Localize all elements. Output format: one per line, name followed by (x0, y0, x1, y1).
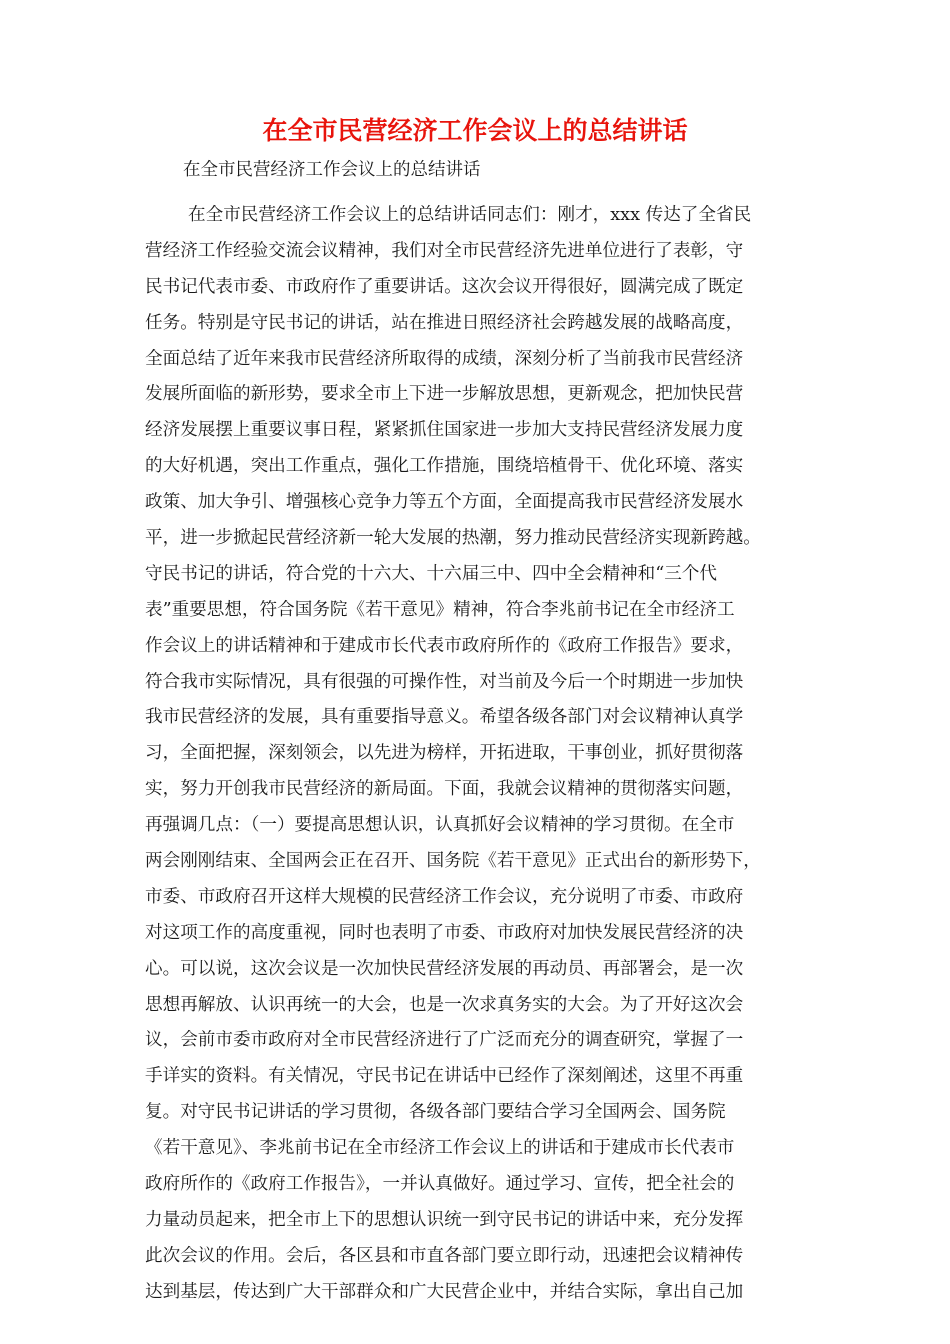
body-line: 表”重要思想，符合国务院《若干意见》精神，符合李兆前书记在全市经济工 (145, 599, 735, 620)
body-line: 营经济工作经验交流会议精神，我们对全市民营经济先进单位进行了表彰，守 (145, 240, 744, 261)
body-line: 《若干意见》、李兆前书记在全市经济工作会议上的讲话和于建成市长代表市 (145, 1138, 735, 1159)
body-line: 市委、市政府召开这样大规模的民营经济工作会议，充分说明了市委、市政府 (145, 886, 744, 907)
document-subtitle: 在全市民营经济工作会议上的总结讲话 (183, 160, 481, 180)
body-line: 习，全面把握，深刻领会，以先进为榜样，开拓进取，干事创业，抓好贯彻落 (145, 743, 744, 764)
body-line: 实，努力开创我市民营经济的新局面。下面，我就会议精神的贯彻落实问题， (145, 779, 744, 800)
body-line: 民书记代表市委、市政府作了重要讲话。这次会议开得很好，圆满完成了既定 (145, 276, 744, 297)
body-line: 两会刚刚结束、全国两会正在召开、国务院《若干意见》正式出台的新形势下， (145, 851, 761, 872)
document-title: 在全市民营经济工作会议上的总结讲话 (262, 116, 688, 145)
document-body (145, 198, 815, 1311)
body-line: 复。对守民书记讲话的学习贯彻，各级各部门要结合学习全国两会、国务院 (145, 1102, 726, 1123)
body-line: 任务。特别是守民书记的讲话，站在推进日照经济社会跨越发展的战略高度， (145, 312, 744, 333)
body-line: 在全市民营经济工作会议上的总结讲话同志们：刚才，xxx 传达了全省民 (188, 205, 752, 225)
body-line: 作会议上的讲话精神和于建成市长代表市政府所作的《政府工作报告》要求， (145, 635, 744, 656)
body-line: 再强调几点：（一）要提高思想认识，认真抓好会议精神的学习贯彻。在全市 (145, 815, 735, 836)
body-line: 发展所面临的新形势，要求全市上下进一步解放思想，更新观念，把加快民营 (145, 384, 744, 405)
body-line: 此次会议的作用。会后，各区县和市直各部门要立即行动，迅速把会议精神传 (145, 1245, 744, 1266)
body-line: 心。可以说，这次会议是一次加快民营经济发展的再动员、再部署会，是一次 (145, 958, 744, 979)
body-line: 我市民营经济的发展，具有重要指导意义。希望各级各部门对会议精神认真学 (145, 707, 744, 728)
body-line: 政府所作的《政府工作报告》，一并认真做好。通过学习、宣传，把全社会的 (145, 1174, 735, 1195)
body-line: 经济发展摆上重要议事日程，紧紧抓住国家进一步加大支持民营经济发展力度 (145, 420, 744, 441)
body-line: 的大好机遇，突出工作重点，强化工作措施，围绕培植骨干、优化环境、落实 (145, 456, 744, 477)
body-line: 平，进一步掀起民营经济新一轮大发展的热潮，努力推动民营经济实现新跨越。 (145, 528, 761, 549)
body-line: 思想再解放、认识再统一的大会，也是一次求真务实的大会。为了开好这次会 (145, 994, 744, 1015)
body-line: 手详实的资料。有关情况，守民书记在讲话中已经作了深刻阐述，这里不再重 (145, 1066, 744, 1087)
body-line: 守民书记的讲话，符合党的十六大、十六届三中、四中全会精神和“三个代 (145, 563, 717, 584)
body-line: 对这项工作的高度重视，同时也表明了市委、市政府对加快发展民营经济的决 (145, 922, 744, 943)
body-line: 达到基层，传达到广大干部群众和广大民营企业中，并结合实际，拿出自己加 (145, 1281, 744, 1302)
body-line: 力量动员起来，把全市上下的思想认识统一到守民书记的讲话中来，充分发挥 (145, 1209, 744, 1230)
body-line: 符合我市实际情况，具有很强的可操作性，对当前及今后一个时期进一步加快 (145, 671, 744, 692)
body-line: 政策、加大争引、增强核心竞争力等五个方面，全面提高我市民营经济发展水 (145, 492, 744, 513)
body-line: 议，会前市委市政府对全市民营经济进行了广泛而充分的调查研究，掌握了一 (145, 1030, 744, 1051)
body-line: 全面总结了近年来我市民营经济所取得的成绩，深刻分析了当前我市民营经济 (145, 348, 744, 369)
